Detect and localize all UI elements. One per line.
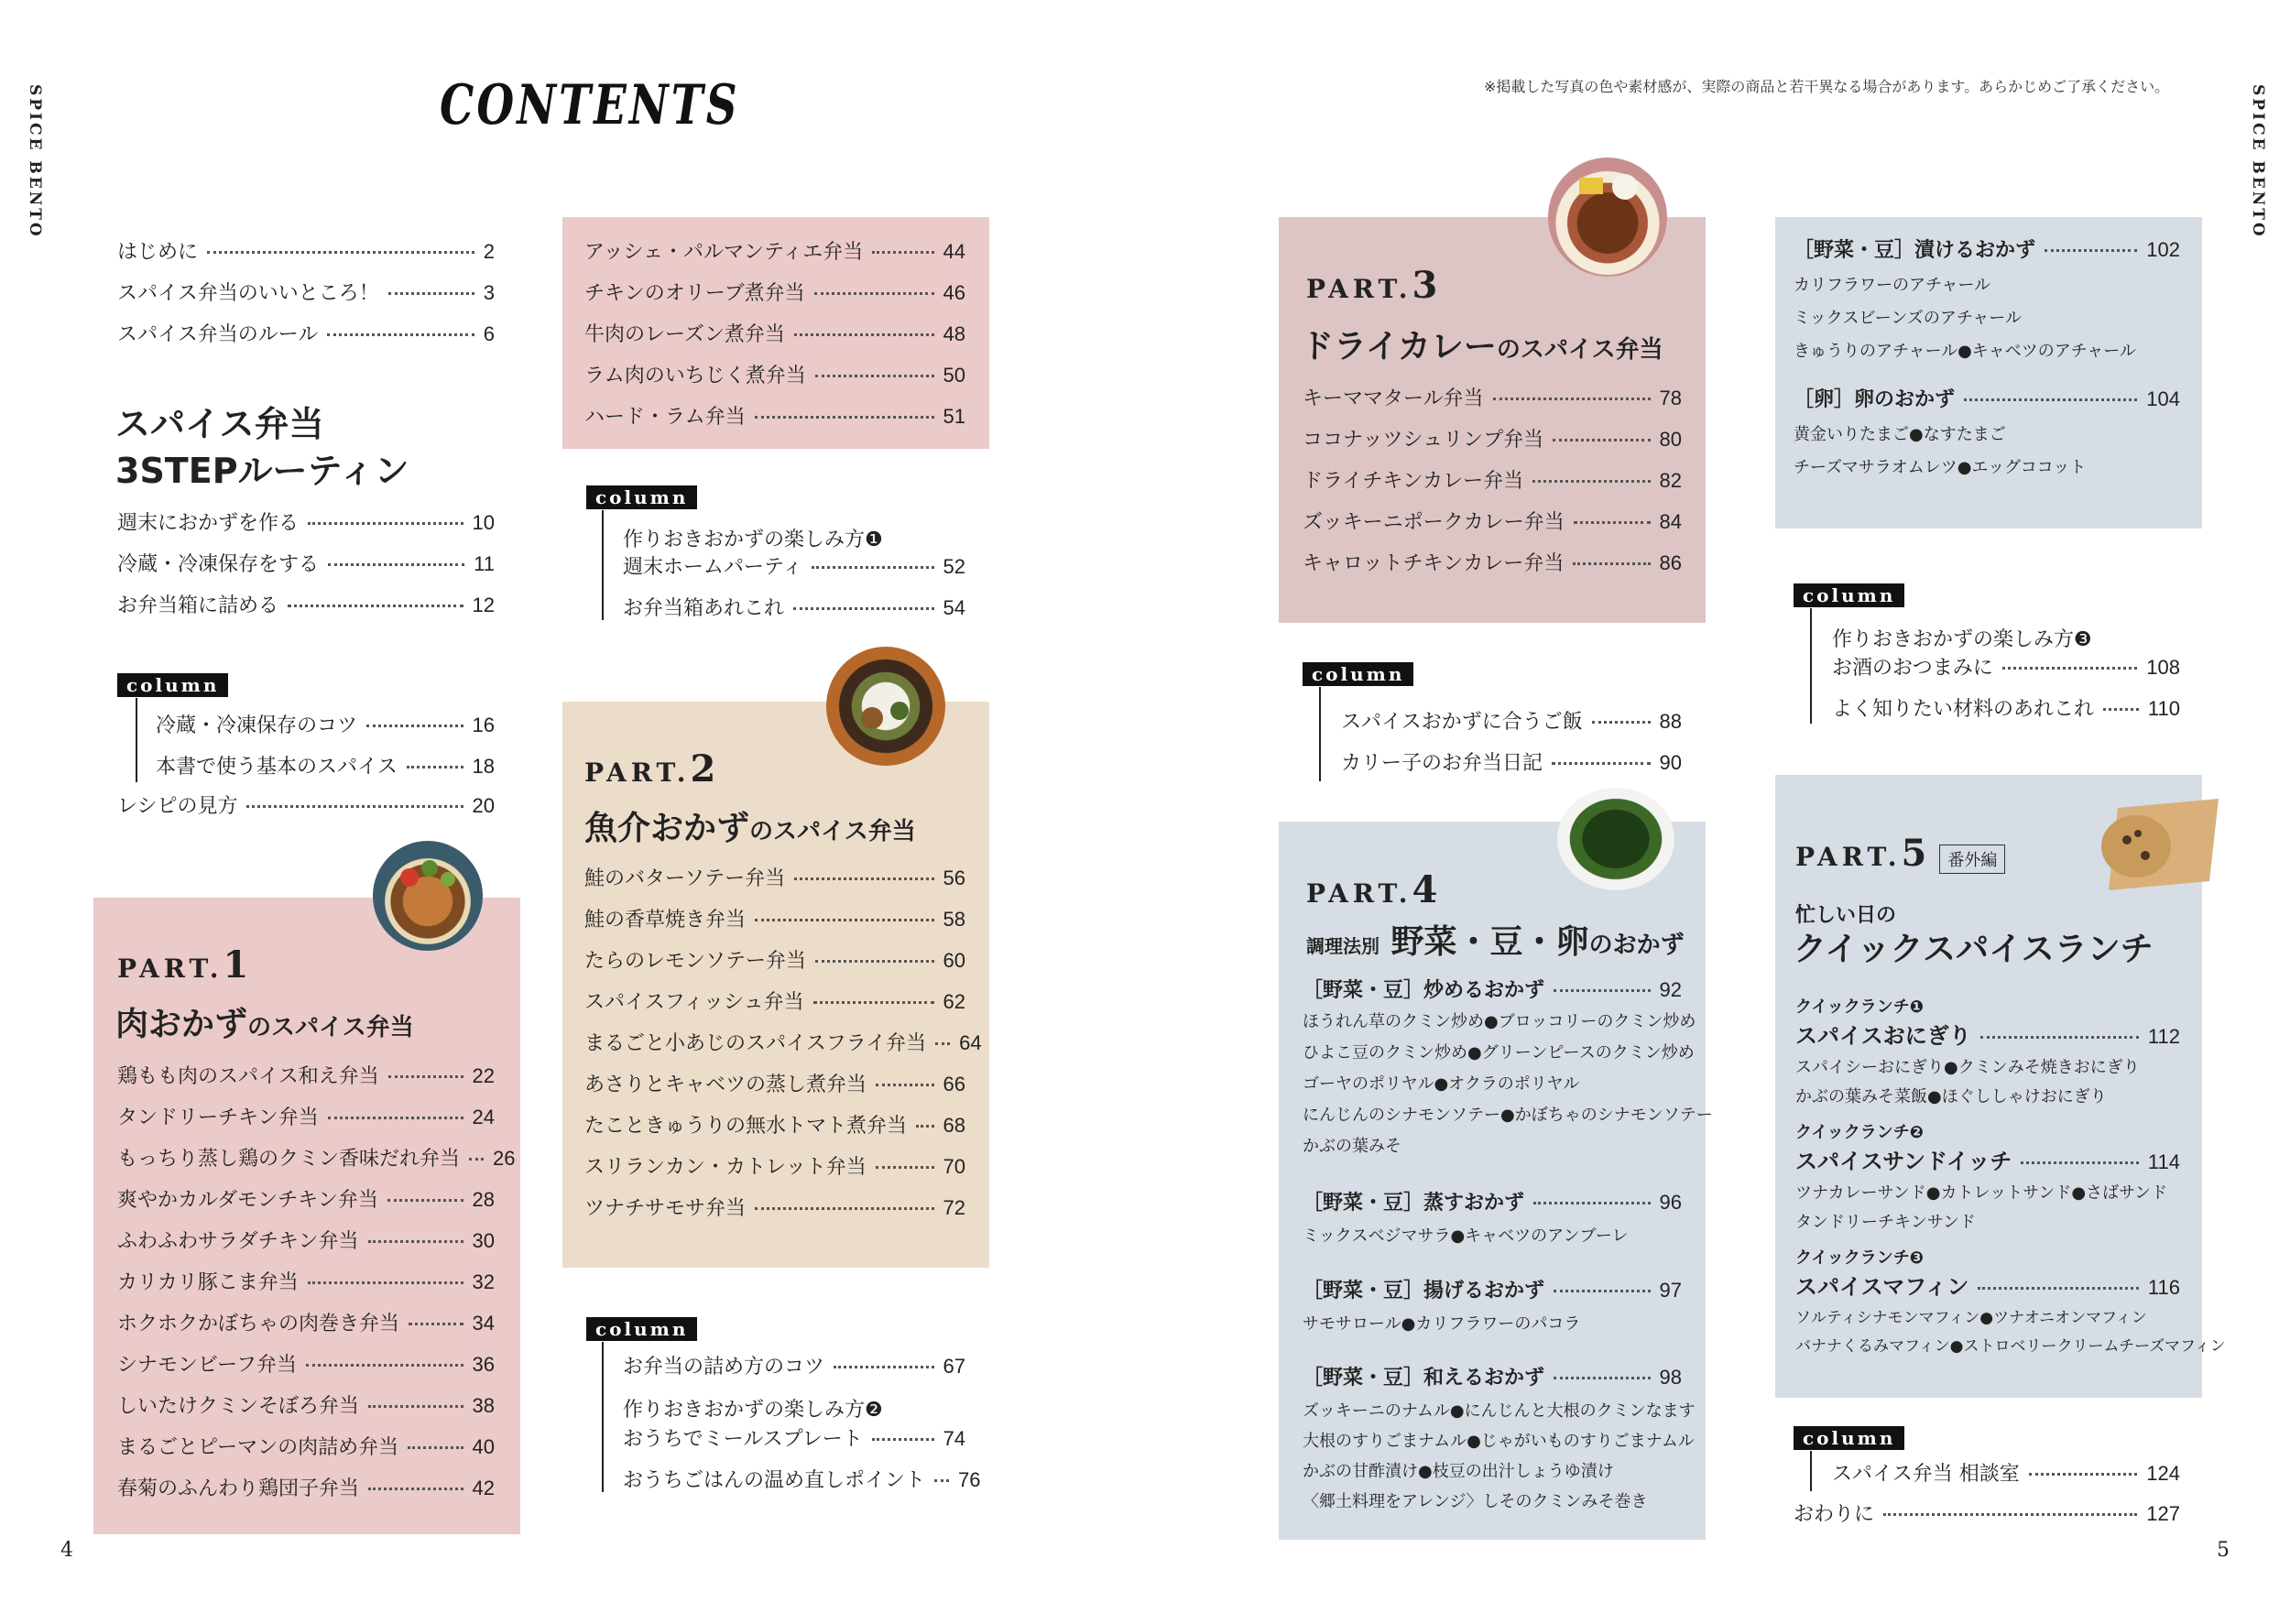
column1-list: [156, 715, 495, 798]
toc-entry[interactable]: お弁当箱に詰める 12: [117, 594, 495, 617]
part4-group: [1303, 1193, 1682, 1245]
column-tag: column: [586, 485, 697, 509]
part4-title: 調理法別 野菜・豆・卵のおかず: [1306, 923, 1685, 961]
recipe-line: かぶの葉みそ: [1303, 1137, 1401, 1156]
toc-entry[interactable]: ココナッツシュリンプ弁当 80: [1303, 428, 1682, 452]
part2-list: [584, 866, 982, 1239]
part4-group: [1303, 978, 1713, 1156]
routine-list: [117, 513, 495, 637]
toc-entry[interactable]: 春菊のふんわり鶏団子弁当 42: [117, 1477, 495, 1500]
column-tag: column: [1794, 1426, 1904, 1450]
toc-entry[interactable]: ［野菜・豆］揚げるおかず 97: [1303, 1279, 1682, 1302]
toc-entry[interactable]: ［野菜・豆］蒸すおかず 96: [1303, 1191, 1682, 1215]
recipe-line: ミックスビーンズのアチャール: [1794, 309, 2022, 328]
toc-entry[interactable]: スパイス弁当のルール 6: [117, 322, 495, 346]
recipe-line: 大根のすりごまナムル●じゃがいものすりごまナムル: [1303, 1432, 1695, 1451]
recipe-line: サモサロール●カリフラワーのパコラ: [1303, 1314, 1581, 1334]
toc-entry[interactable]: 鮭の香草焼き弁当 58: [584, 908, 965, 932]
toc-entry[interactable]: 爽やかカルダモンチキン弁当 28: [117, 1188, 495, 1212]
column5-list: [1832, 658, 2180, 740]
recipe-line: タンドリーチキンサンド: [1795, 1213, 1976, 1232]
quick-lunch-label: クイックランチ❷: [1795, 1123, 1924, 1142]
column-tag: column: [117, 673, 228, 697]
toc-entry[interactable]: 週末におかずを作る 10: [117, 511, 495, 535]
routine-title-line1: スパイス弁当: [115, 404, 324, 444]
column-rule: [1810, 1451, 1812, 1491]
recipe-line: ツナカレーサンド●カトレットサンド●さばサンド: [1795, 1183, 2168, 1203]
column-rule: [136, 698, 137, 782]
quick-lunch-group: [1795, 1245, 2226, 1356]
toc-entry[interactable]: ツナチサモサ弁当 72: [584, 1196, 965, 1220]
column5-heading: 作りおきおかずの楽しみ方❸: [1832, 628, 2092, 651]
part1-continued-list: [584, 242, 965, 448]
column-rule: [602, 510, 604, 620]
column3-heading: 作りおきおかずの楽しみ方❷: [623, 1399, 883, 1422]
toc-entry[interactable]: タンドリーチキン弁当 24: [117, 1106, 495, 1129]
quick-lunch-group: [1795, 1119, 2180, 1231]
part1-label: PART.1: [117, 943, 249, 986]
toc-entry[interactable]: まるごと小あじのスパイスフライ弁当 64: [584, 1031, 982, 1055]
spine-label-right: SPICE BENTO: [2249, 84, 2267, 239]
recipe-line: ひよこ豆のクミン炒め●グリーンピースのクミン炒め: [1303, 1043, 1695, 1063]
recipe-line: きゅうりのアチャール●キャベツのアチャール: [1794, 342, 2136, 361]
toc-entry[interactable]: レシピの見方 20: [117, 794, 495, 818]
toc-entry[interactable]: スパイスサンドイッチ 114: [1795, 1149, 2180, 1174]
routine-title-line2: 3STEPルーティン: [115, 451, 409, 492]
column3-list: [623, 1427, 981, 1511]
recipe-line: 黄金いりたまご●なすたまご: [1794, 425, 2006, 444]
toc-entry[interactable]: たこときゅうりの無水トマト煮弁当 68: [584, 1114, 965, 1138]
toc-entry[interactable]: シナモンビーフ弁当 36: [117, 1353, 495, 1377]
bento-photo-icon: [1548, 158, 1667, 277]
part4-label: PART.4: [1306, 868, 1438, 911]
toc-entry[interactable]: ホクホクかぼちゃの肉巻き弁当 34: [117, 1312, 495, 1335]
toc-entry[interactable]: スパイス弁当 相談室 124: [1832, 1462, 2180, 1486]
column-rule: [1319, 687, 1321, 781]
recipe-line: かぶの葉みそ菜飯●ほぐししゃけおにぎり: [1795, 1087, 2107, 1106]
part1-title: 肉おかずのスパイス弁当: [115, 1006, 414, 1043]
page-number-left: 4: [60, 1539, 73, 1562]
toc-entry[interactable]: スパイスマフィン 116: [1795, 1274, 2180, 1300]
toc-entry[interactable]: アッシェ・パルマンティエ弁当 44: [584, 240, 965, 264]
toc-entry[interactable]: まるごとピーマンの肉詰め弁当 40: [117, 1435, 495, 1459]
bento-photo-icon: [826, 647, 945, 766]
part3-list: [1303, 388, 1682, 594]
quick-lunch-label: クイックランチ❶: [1795, 997, 1924, 1017]
recipe-line: ソルティシナモンマフィン●ツナオニオンマフィン: [1795, 1309, 2147, 1327]
part4-group: [1794, 240, 2180, 360]
toc-entry[interactable]: はじめに 2: [117, 240, 495, 264]
recipe-line: バナナくるみマフィン●ストロベリークリームチーズマフィン: [1795, 1337, 2226, 1356]
toc-entry[interactable]: 鶏もも肉のスパイス和え弁当 22: [117, 1064, 495, 1088]
column-rule: [1810, 608, 1812, 724]
toc-entry[interactable]: お弁当の詰め方のコツ 67: [623, 1355, 965, 1379]
recipe-line: ズッキーニのナムル●にんじんと大根のクミンなます: [1303, 1401, 1696, 1421]
photo-notice: ※掲載した写真の色や素材感が、実際の商品と若干異なる場合があります。あらかじめご了承ください。: [1484, 78, 2170, 95]
recipe-line: スパイシーおにぎり●クミンみそ焼きおにぎり: [1795, 1058, 2140, 1077]
toc-entry[interactable]: 鮭のバターソテー弁当 56: [584, 866, 965, 890]
toc-entry[interactable]: スパイスおにぎり 112: [1795, 1023, 2180, 1049]
toc-entry[interactable]: キャロットチキンカレー弁当 86: [1303, 551, 1682, 575]
column4-list: [1341, 712, 1682, 794]
toc-entry[interactable]: スパイス弁当のいいところ！ 3: [117, 281, 495, 305]
toc-entry[interactable]: 本書で使う基本のスパイス 18: [156, 755, 495, 779]
column-tag: column: [1303, 662, 1413, 686]
toc-entry[interactable]: しいたけクミンそぼろ弁当 38: [117, 1394, 495, 1418]
page-number-right: 5: [2217, 1539, 2230, 1562]
toc-entry[interactable]: 牛肉のレーズン煮弁当 48: [584, 322, 965, 346]
spine-label-left: SPICE BENTO: [26, 84, 44, 239]
toc-entry[interactable]: ［野菜・豆］和えるおかず 98: [1303, 1366, 1682, 1390]
part5-subtitle: 忙しい日の: [1795, 904, 1897, 927]
toc-entry[interactable]: あさりとキャベツの蒸し煮弁当 66: [584, 1073, 965, 1096]
recipe-line: ゴーヤのポリヤル●オクラのポリヤル: [1303, 1074, 1580, 1094]
part5-title: クイックスパイスランチ: [1794, 931, 2154, 968]
recipe-line: カリフラワーのアチャール: [1794, 276, 1991, 295]
part1-list: [117, 1064, 516, 1520]
column-tag: column: [586, 1317, 697, 1341]
routine-title: [115, 401, 409, 496]
toc-entry[interactable]: おうちでミールスプレート 74: [623, 1427, 965, 1451]
recipe-line: かぶの甘酢漬け●枝豆の出汁しょうゆ漬け: [1303, 1462, 1614, 1481]
recipe-line: にんじんのシナモンソテー●かぼちゃのシナモンソテー: [1303, 1106, 1713, 1125]
toc-entry[interactable]: お酒のおつまみに 108: [1832, 656, 2180, 680]
toc-entry[interactable]: カリー子のお弁当日記 90: [1341, 751, 1682, 775]
toc-entry[interactable]: 冷蔵・冷凍保存をする 11: [117, 552, 495, 576]
bento-photo-icon: [373, 841, 483, 951]
toc-entry[interactable]: おわりに 127: [1794, 1502, 2180, 1526]
part4-group: [1303, 1281, 1682, 1333]
intro-list: [117, 242, 495, 365]
toc-entry[interactable]: スリランカン・カトレット弁当 70: [584, 1155, 965, 1179]
toc-entry[interactable]: ズッキーニポークカレー弁当 84: [1303, 510, 1682, 534]
toc-entry[interactable]: ［野菜・豆］炒めるおかず 92: [1303, 978, 1682, 1002]
toc-entry[interactable]: たらのレモンソテー弁当 60: [584, 949, 965, 973]
toc-entry[interactable]: カリカリ豚こま弁当 32: [117, 1270, 495, 1294]
part4-group: [1303, 1366, 1696, 1511]
toc-entry[interactable]: ［卵］卵のおかず 104: [1794, 387, 2180, 411]
muffin-photo-icon: [2081, 790, 2228, 903]
part4-group: [1794, 389, 2180, 476]
part2-title: 魚介おかずのスパイス弁当: [584, 810, 916, 847]
toc-entry[interactable]: スパイスフィッシュ弁当 62: [584, 990, 965, 1014]
toc-entry[interactable]: よく知りたい材料のあれこれ 110: [1832, 697, 2180, 721]
recipe-line: ミックスベジマサラ●キャベツのアンブーレ: [1303, 1226, 1629, 1246]
toc-entry[interactable]: ラム肉のいちじく煮弁当 50: [584, 364, 965, 387]
toc-entry[interactable]: もっちり蒸し鶏のクミン香味だれ弁当 26: [117, 1147, 516, 1171]
column-tag: column: [1794, 583, 1904, 607]
quick-lunch-group: [1795, 994, 2180, 1106]
toc-entry[interactable]: スパイスおかずに合うご飯 88: [1341, 710, 1682, 734]
part5-label: PART.5 番外編: [1795, 832, 2005, 875]
toc-entry[interactable]: ドライチキンカレー弁当 82: [1303, 469, 1682, 493]
column2-list: [623, 557, 965, 639]
bento-photo-icon: [1557, 788, 1674, 890]
page-title: CONTENTS: [440, 73, 740, 137]
part3-label: PART.3: [1306, 264, 1438, 307]
toc-entry[interactable]: 週末ホームパーティ 52: [623, 555, 965, 579]
toc-entry[interactable]: ふわふわサラダチキン弁当 30: [117, 1229, 495, 1253]
column2-heading: 作りおきおかずの楽しみ方❶: [623, 529, 883, 551]
extra-edition-badge: 番外編: [1939, 845, 2005, 874]
toc-entry[interactable]: キーママタール弁当 78: [1303, 387, 1682, 410]
part2-label: PART.2: [584, 747, 716, 790]
toc-entry[interactable]: お弁当箱あれこれ 54: [623, 596, 965, 620]
toc-entry[interactable]: ハード・ラム弁当 51: [584, 405, 965, 429]
toc-entry[interactable]: 冷蔵・冷凍保存のコツ 16: [156, 714, 495, 737]
recipe-line: ほうれん草のクミン炒め●ブロッコリーのクミン炒め: [1303, 1012, 1696, 1031]
quick-lunch-label: クイックランチ❸: [1795, 1248, 1924, 1268]
recipe-line: チーズマサラオムレツ●エッグココット: [1794, 458, 2087, 477]
toc-entry[interactable]: チキンのオリーブ煮弁当 46: [584, 281, 965, 305]
toc-entry[interactable]: おうちごはんの温め直しポイント 76: [623, 1468, 981, 1492]
recipe-line: 〈郷土料理をアレンジ〉しそのクミンみそ巻き: [1303, 1492, 1648, 1511]
part3-title: ドライカレーのスパイス弁当: [1301, 328, 1663, 365]
toc-entry[interactable]: ［野菜・豆］漬けるおかず 102: [1794, 238, 2180, 262]
column-rule: [602, 1342, 604, 1492]
